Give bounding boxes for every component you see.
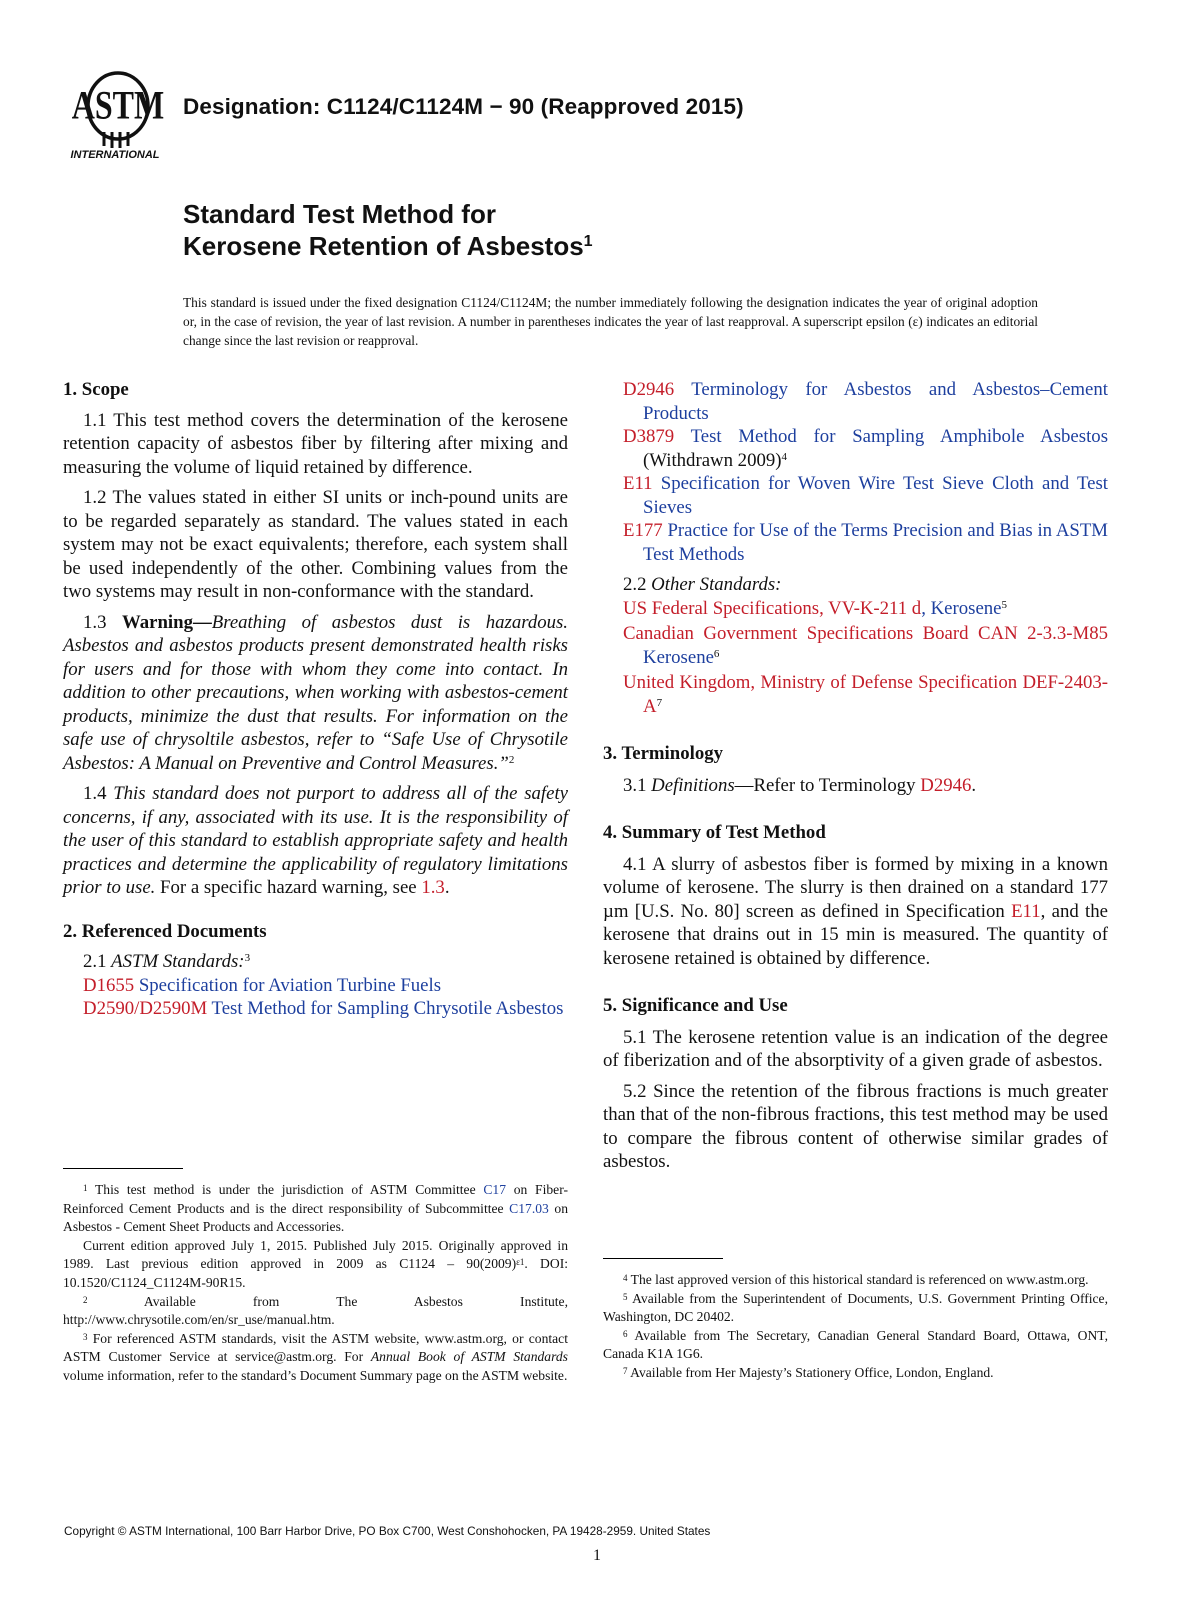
right-column	[603, 378, 1108, 1174]
footnote-text: For referenced ASTM standards, visit the ASTM website, www.astm.org, or contact ASTM Customer Service at service@astm.org. For	[63, 1330, 568, 1365]
footnote-number: 4	[623, 1273, 628, 1283]
title-line-1: Standard Test Method for	[183, 199, 496, 229]
logo-subtext: INTERNATIONAL	[70, 149, 160, 161]
title-footnote-ref: 1	[583, 233, 593, 250]
summary-text: , and the kerosene that drains out in 15 min is measured. The quantity of kerosene retained is obtained by difference.	[603, 900, 1108, 969]
footnote-4	[603, 1271, 1108, 1290]
footnote-text: volume information, refer to the standard’s Document Summary page on the ASTM website.	[63, 1367, 568, 1383]
footnote-text: on Fiber-Reinforced Cement Products and is the direct responsibility of Subcommittee	[63, 1182, 568, 1216]
other-std-code[interactable]: Canadian Government Specifications Board CAN 2-3.3-M85	[623, 623, 1108, 644]
document-title	[183, 198, 593, 262]
footnote-ref-2: 2	[508, 753, 515, 766]
footnote-ref-3: 3	[244, 952, 251, 964]
footnote-number: 5	[623, 1291, 628, 1302]
ref-e11[interactable]	[623, 472, 1108, 519]
definitions-label: Definitions	[651, 774, 735, 796]
footnote-number: 7	[623, 1365, 628, 1376]
footnote-5	[603, 1290, 1108, 1327]
paragraph-3-1	[603, 774, 1108, 798]
other-standards-label: Other Standards:	[651, 574, 782, 595]
ref-code[interactable]: D2946	[623, 379, 675, 400]
ref-e177[interactable]	[623, 519, 1108, 566]
title-line-2: Kerosene Retention of Asbestos	[183, 231, 584, 261]
footnote-3	[63, 1330, 568, 1386]
footnote-divider-right	[603, 1258, 723, 1259]
epsilon-sup: ε1	[516, 1257, 525, 1268]
footnote-text: . DOI: 10.1520/C1124_C1124M-90R15.	[63, 1256, 568, 1290]
paragraph-number: 2.2	[623, 574, 652, 595]
ref-title[interactable]: Specification for Aviation Turbine Fuels	[134, 974, 442, 996]
paragraph-2-1	[63, 950, 568, 974]
ref-title[interactable]: Test Method for Sampling Chrysotile Asbestos	[207, 998, 564, 1019]
link-d2946[interactable]: D2946	[920, 774, 972, 796]
designation: Designation: C1124/C1124M − 90 (Reapproved 2015)	[183, 94, 744, 119]
footnote-6	[603, 1327, 1108, 1364]
footnote-text: The last approved version of this historical standard is referenced on www.astm.org.	[627, 1272, 1089, 1287]
left-column	[63, 378, 568, 1021]
other-std-title[interactable]: , Kerosene	[921, 597, 1002, 619]
paragraph-5-2: 5.2 Since the retention of the fibrous fractions is much greater than that of the non-fibrous fractions, this test method may be used to compare the fibrous content of otherwise similar grades of asbestos.	[603, 1080, 1108, 1172]
footnote-text: Available from The Secretary, Canadian General Standard Board, Ottawa, ONT, Canada K1A 1G6.	[603, 1327, 1108, 1362]
definitions-text: —Refer to Terminology	[734, 774, 921, 796]
paragraph-4-1	[603, 853, 1108, 971]
ref-d1655[interactable]	[83, 974, 568, 998]
other-std-code[interactable]: US Federal Specifications, VV-K-211 d	[623, 597, 922, 619]
footnote-ref-4: 4	[781, 450, 788, 463]
astm-logo-icon	[64, 66, 174, 166]
section-2-heading: 2. Referenced Documents	[63, 920, 267, 942]
other-std-uk[interactable]	[623, 671, 1108, 718]
section-4-heading: 4. Summary of Test Method	[603, 822, 826, 843]
withdrawn-note: (Withdrawn 2009)	[643, 449, 782, 471]
paragraph-1-1: 1.1 This test method covers the determination of the kerosene retention capacity of asbestos fiber by filtering after mixing and measuring the volume of liquid retained by difference.	[63, 409, 568, 478]
astm-standards-label: ASTM Standards:	[111, 951, 245, 972]
section-5-heading: 5. Significance and Use	[603, 995, 788, 1016]
paragraph-1-4	[63, 782, 568, 900]
link-c17-03[interactable]: C17.03	[509, 1200, 549, 1216]
ref-d3879[interactable]	[623, 425, 1108, 472]
safety-text: This standard does not purport to address all of the safety concerns, if any, associated with its use. It is the responsibility of the user of this standard to establish appropriate safety and health practices and determine the applicability of regulatory limitations prior to use.	[63, 783, 569, 898]
footnote-number: 1	[83, 1183, 88, 1193]
section-3-heading: 3. Terminology	[603, 743, 724, 764]
period: .	[444, 877, 450, 898]
footnote-2	[63, 1293, 568, 1330]
ref-code[interactable]: D3879	[623, 426, 675, 447]
footnotes-right	[603, 1271, 1108, 1383]
footnote-ref-7: 7	[656, 696, 663, 709]
paragraph-5-1: 5.1 The kerosene retention value is an indication of the degree of fiberization and of the absorptivity of a given grade of asbestos.	[603, 1026, 1108, 1071]
ref-title[interactable]: Test Method for Sampling Amphibole Asbestos	[674, 426, 1108, 447]
ref-code[interactable]: E11	[623, 473, 653, 494]
ref-d2946[interactable]	[623, 378, 1108, 425]
paragraph-number: 3.1	[623, 774, 652, 796]
other-std-us[interactable]	[623, 597, 1108, 621]
paragraph-number: 1.4	[83, 783, 114, 804]
ref-title[interactable]: Terminology for Asbestos and Asbestos–Cement Products	[643, 379, 1108, 424]
paragraph-1-3	[63, 611, 568, 776]
standard-notice: This standard is issued under the fixed designation C1124/C1124M; the number immediately following the designation indicates the year of original adoption or, in the case of revision, the year of last revision. A number in parentheses indicates the year of last reapproval. A superscript epsilon (ε) indicates an editorial change since the last revision or reapproval.	[183, 295, 1038, 348]
footnotes-left	[63, 1181, 568, 1386]
period: .	[971, 774, 977, 796]
footnote-ref-5: 5	[1001, 598, 1008, 611]
ref-title[interactable]: Specification for Woven Wire Test Sieve Cloth and Test Sieves	[643, 473, 1108, 518]
footnote-number: 6	[623, 1328, 628, 1339]
logo-text: ASTM	[71, 83, 165, 128]
link-e11[interactable]: E11	[1011, 900, 1041, 922]
footnote-text: Available from The Asbestos Institute, http://www.chrysotile.com/en/sr_use/manual.htm.	[63, 1293, 568, 1328]
footnote-number: 2	[83, 1294, 88, 1305]
link-c17[interactable]: C17	[483, 1182, 506, 1197]
footnote-text: This test method is under the jurisdiction of ASTM Committee	[87, 1182, 484, 1197]
footnote-1-edition	[63, 1237, 568, 1293]
summary-text: 4.1 A slurry of asbestos fiber is formed by mixing in a known volume of kerosene. The slurry is then drained on a standard 177 µm [U.S. No. 80] screen as defined in Specification	[603, 853, 1108, 922]
footnote-number: 3	[83, 1331, 88, 1342]
paragraph-1-2: 1.2 The values stated in either SI units or inch-pound units are to be regarded separately as standard. The values stated in each system may not be exact equivalents; therefore, each system shall be used independently of the other. Combining values from the two systems may result in non-conformance with the standard.	[63, 487, 568, 602]
link-section-1-3[interactable]: 1.3	[421, 877, 445, 898]
ref-title[interactable]: Practice for Use of the Terms Precision and Bias in ASTM Test Methods	[643, 520, 1108, 565]
paragraph-number: 2.1	[83, 951, 112, 972]
paragraph-number: 1.3	[83, 611, 122, 633]
other-std-title[interactable]: Kerosene	[643, 646, 714, 668]
ref-code[interactable]: E177	[623, 520, 663, 541]
footnote-7	[603, 1364, 1108, 1383]
paragraph-2-2	[603, 573, 1108, 597]
hazard-text: For a specific hazard warning, see	[155, 877, 422, 898]
footnote-text: Available from Her Majesty’s Stationery Office, London, England.	[627, 1364, 994, 1380]
footnote-1	[63, 1181, 568, 1237]
footnote-text: Available from the Superintendent of Documents, U.S. Government Printing Office, Washington, DC 20402.	[603, 1290, 1108, 1325]
footnote-divider-left	[63, 1168, 183, 1169]
footnote-ref-6: 6	[713, 647, 720, 660]
copyright-footer: Copyright © ASTM International, 100 Barr Harbor Drive, PO Box C700, West Conshohocken, PA 19428-2959. United States	[64, 1524, 711, 1538]
page-number: 1	[593, 1547, 601, 1564]
ref-d2590[interactable]	[83, 997, 568, 1021]
footnote-text: Current edition approved July 1, 2015. Published July 2015. Originally approved in 1989. Last previous edition approved in 2009 as C1124 – 90(2009)	[63, 1237, 568, 1272]
footnote-text: on Asbestos - Cement Sheet Products and Accessories.	[63, 1200, 569, 1235]
warning-text: Breathing of asbestos dust is hazardous. Asbestos and asbestos products present demonstrated health risks for users and for those with whom they come into contact. In addition to other precautions, when working with asbestos-cement products, minimize the dust that results. For information on the safe use of chrysoltile asbestos, refer to “Safe Use of Chrysotile Asbestos: A Manual on Preventive and Control Measures.”	[63, 611, 569, 774]
ref-code[interactable]: D1655	[83, 974, 135, 996]
other-std-code[interactable]: United Kingdom, Ministry of Defense Specification DEF-2403-A	[623, 672, 1108, 717]
section-1-heading: 1. Scope	[63, 379, 129, 400]
warning-label: Warning—	[121, 611, 212, 633]
footnote-italic: Annual Book of ASTM Standards	[370, 1349, 568, 1365]
other-std-canada[interactable]	[623, 622, 1108, 669]
ref-code[interactable]: D2590/D2590M	[83, 998, 208, 1019]
